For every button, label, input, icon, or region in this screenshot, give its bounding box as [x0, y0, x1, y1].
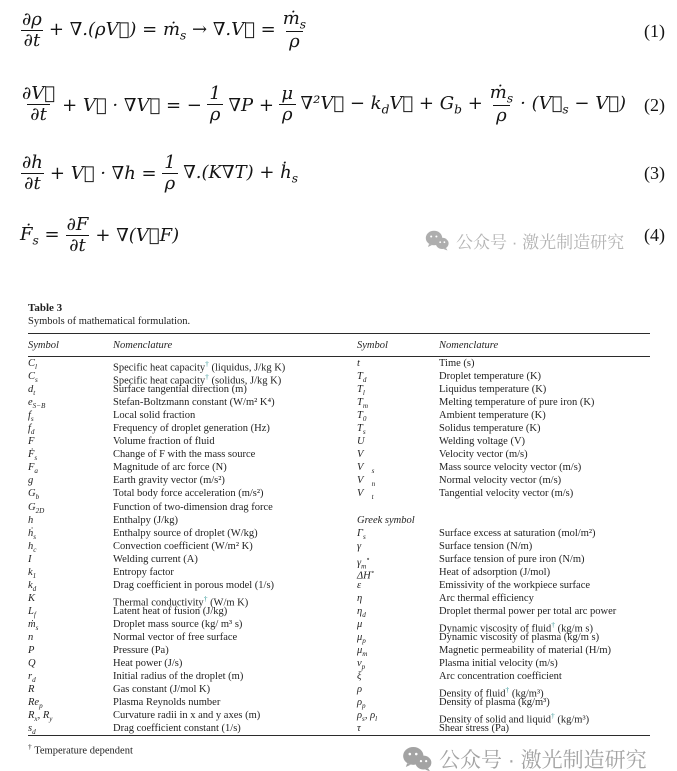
- table-row: [28, 683, 650, 700]
- fraction-denominator: ρ: [286, 31, 303, 52]
- symbol-cell: ρ: [357, 684, 363, 696]
- fraction-denominator: ∂t: [21, 30, 44, 51]
- symbol-cell: μ: [357, 618, 363, 630]
- table-row: [28, 501, 650, 514]
- fraction-numerator: 1: [164, 152, 176, 173]
- symbol-cell: $f_d$: [28, 423, 35, 437]
- nomenclature-cell: Tangential velocity vector (m/s): [439, 488, 574, 500]
- nomenclature-cell: Droplet temperature (K): [439, 371, 542, 383]
- nomenclature-cell: Normal velocity vector (m/s): [439, 475, 562, 487]
- symbol-cell: ε: [357, 579, 362, 591]
- nomenclature-cell: Droplet thermal power per total arc power: [439, 605, 617, 617]
- equation-number: (4): [644, 225, 665, 246]
- equation-2: [20, 84, 665, 126]
- fraction-numerator: 1: [209, 83, 221, 105]
- nomenclature-cell: Shear stress (Pa): [439, 723, 509, 735]
- nomenclature-cell: Local solid fraction: [113, 410, 196, 422]
- symbol-cell: $\eta_d$: [357, 605, 366, 619]
- equation-body: + ∇(V⃗F): [95, 225, 180, 247]
- nomenclature-cell: Convection coefficient (W/m² K): [113, 540, 253, 552]
- fraction: [20, 154, 45, 194]
- symbol-cell: $F_a$: [28, 462, 38, 476]
- table-row: [28, 605, 650, 618]
- table-row: [28, 422, 650, 435]
- fraction: [20, 11, 44, 51]
- nomenclature-cell: Curvature radii in x and y axes (m): [113, 710, 261, 722]
- symbol-cell: Greek symbol: [357, 514, 415, 526]
- symbol-cell: $k_1$: [28, 566, 37, 580]
- symbol-cell: γ: [357, 540, 362, 552]
- nomenclature-cell: Heat of adsorption (J/mol): [439, 566, 551, 578]
- symbol-cell: ξ: [357, 671, 362, 683]
- equation-body: + V⃗ · ∇V⃗ = −: [62, 94, 202, 116]
- table-header-row: [28, 334, 650, 356]
- nomenclature-cell: Frequency of droplet generation (Hz): [113, 423, 270, 435]
- symbol-cell: $\gamma_m^\circ$: [357, 554, 370, 571]
- equation-body: Ḟ$_s$ =: [20, 224, 60, 248]
- symbol-cell: $f_s$: [28, 410, 34, 424]
- symbol-cell: U: [357, 436, 365, 448]
- symbol-cell: $T_s$: [357, 423, 366, 437]
- table-row: [28, 670, 650, 683]
- equation-1: [20, 10, 665, 52]
- table-row: [28, 709, 650, 726]
- nomenclature-cell: Drag coefficient constant (1/s): [113, 723, 241, 735]
- footnote-text: Temperature dependent: [34, 745, 133, 757]
- nomenclature-cell: Droplet mass source (kg/ m³ s): [113, 618, 243, 630]
- nomenclature-cell: Pressure (Pa): [113, 645, 169, 657]
- symbol-cell: R: [28, 684, 35, 696]
- symbol-cell: ḣ$_s$: [28, 527, 37, 541]
- nomenclature-cell: Earth gravity vector (m/s²): [113, 475, 225, 487]
- nomenclature-cell: Time (s): [439, 358, 475, 369]
- table-caption: Symbols of mathematical formulation.: [28, 316, 191, 327]
- nomenclature-cell: Surface excess at saturation (mol/m²): [439, 527, 596, 539]
- table-row: [28, 696, 650, 709]
- table-row: [28, 527, 650, 540]
- nomenclature-cell: Welding current (A): [113, 553, 198, 565]
- equation-body: ∇²V⃗ − $k_dV⃗ + G_b$ +: [300, 93, 483, 117]
- nomenclature-cell: Stefan-Boltzmann constant (W/m² K⁴): [113, 397, 275, 409]
- nomenclature-cell: Normal vector of free surface: [113, 631, 238, 643]
- table-row: [28, 370, 650, 387]
- table-row: [28, 448, 650, 461]
- symbol-cell: $V⃗_t$: [357, 488, 374, 502]
- table-row: [28, 474, 650, 487]
- symbol-cell: Ḟ$_s$: [28, 449, 38, 463]
- fraction: [279, 85, 296, 125]
- symbol-cell: Q: [28, 658, 36, 670]
- table-row: [28, 579, 650, 592]
- equation-4: [20, 216, 665, 256]
- fraction: [20, 85, 57, 125]
- nomenclature-cell: Surface tension (N/m): [439, 540, 533, 552]
- nomenclature-cell: Surface tangential direction (m): [113, 384, 247, 396]
- equation-number: (3): [644, 163, 665, 184]
- fraction-denominator: ∂t: [66, 235, 89, 256]
- symbol-cell: I: [28, 553, 32, 565]
- equation-body: · ($V⃗_s$ − V⃗): [520, 93, 627, 117]
- symbol-cell: $\mu_p$: [357, 631, 366, 646]
- fraction-denominator: ρ: [162, 173, 179, 194]
- table-row: [28, 514, 650, 527]
- symbol-cell: $s_d$: [28, 723, 36, 737]
- symbol-cell: η: [357, 592, 363, 604]
- fraction-numerator: ∂F: [66, 214, 89, 235]
- nomenclature-cell: Density of solid and liquid† (kg/m³): [439, 711, 590, 726]
- table-body: [28, 357, 650, 735]
- nomenclature-cell: Magnetic permeability of material (H/m): [439, 645, 612, 657]
- column-header-symbol-1: Symbol: [28, 340, 59, 351]
- fraction-denominator: ρ: [493, 105, 510, 126]
- table-row: [28, 644, 650, 657]
- nomenclature-cell: Ambient temperature (K): [439, 410, 546, 422]
- fraction-numerator: ∂ρ: [22, 9, 42, 31]
- nomenclature-cell: Function of two-dimension drag force: [113, 501, 273, 513]
- nomenclature-cell: Heat power (J/s): [113, 658, 183, 670]
- table-row: [28, 487, 650, 500]
- nomenclature-cell: Density of plasma (kg/m³): [439, 697, 550, 709]
- table-row: [28, 396, 650, 409]
- table-row: [28, 540, 650, 553]
- symbol-cell: $V⃗_n$: [357, 475, 376, 489]
- nomenclature-cell: Welding voltage (V): [439, 436, 526, 448]
- watermark-text: 公众号 · 激光制造研究: [439, 749, 647, 771]
- table-row: [28, 461, 650, 474]
- table-row: [28, 657, 650, 670]
- nomenclature-cell: Liquidus temperature (K): [439, 384, 547, 396]
- symbol-cell: $r_d$: [28, 671, 36, 685]
- nomenclature-cell: Emissivity of the workpiece surface: [439, 579, 591, 591]
- symbol-cell: $T_0$: [357, 410, 367, 424]
- table-row: [28, 553, 650, 571]
- fraction: [207, 85, 224, 125]
- fraction-denominator: ρ: [207, 104, 224, 125]
- nomenclature-cell: Solidus temperature (K): [439, 423, 541, 435]
- symbol-cell: $\rho_s$, $\rho_l$: [357, 710, 378, 724]
- equation-number: (2): [644, 94, 665, 115]
- table-3: [28, 302, 650, 758]
- nomenclature-cell: Dynamic viscosity of fluid† (kg/m s): [439, 619, 593, 635]
- footnote-marker: †: [28, 742, 32, 752]
- symbol-cell: $L_f$: [28, 605, 36, 619]
- nomenclature-cell: Enthalpy source of droplet (W/kg): [113, 527, 258, 539]
- symbol-cell: F: [28, 436, 35, 448]
- symbol-cell: $d_t$: [28, 384, 36, 398]
- equation-body: + ∇.(ρV⃗) = ṁ$_s$ → ∇.V⃗ =: [48, 19, 276, 43]
- symbol-cell: $C_l$: [28, 358, 37, 372]
- symbol-cell: g⃗: [28, 475, 42, 487]
- table-row: [28, 592, 650, 609]
- fraction-numerator: μ: [281, 83, 294, 105]
- table-row: [28, 435, 650, 448]
- nomenclature-cell: Magnitude of arc force (N): [113, 462, 227, 474]
- nomenclature-cell: Change of F with the mass source: [113, 449, 256, 461]
- symbol-cell: $T_l$: [357, 384, 365, 398]
- nomenclature-cell: Dynamic viscosity of plasma (kg/m s): [439, 631, 600, 643]
- symbol-cell: t: [357, 358, 360, 369]
- symbol-cell: $T_d$: [357, 371, 367, 385]
- equation-body: ∇.(K∇T) + ḣ$_s$: [183, 162, 298, 186]
- symbol-cell: $Re_p$: [28, 697, 43, 711]
- column-header-nomenclature-2: Nomenclature: [439, 340, 499, 351]
- nomenclature-cell: Gas constant (J/mol K): [113, 684, 211, 696]
- nomenclature-cell: Velocity vector (m/s): [439, 449, 528, 461]
- symbol-cell: $V⃗_s$: [357, 462, 375, 476]
- symbol-cell: h: [28, 514, 34, 526]
- table-row: [28, 631, 650, 644]
- symbol-cell: $T_m$: [357, 397, 368, 411]
- fraction: [65, 216, 91, 256]
- symbol-cell: τ: [357, 723, 361, 735]
- symbol-cell: K: [28, 592, 36, 604]
- symbol-cell: P: [28, 645, 35, 657]
- table-row: [28, 409, 650, 422]
- table-row: [28, 383, 650, 396]
- fraction: [488, 84, 515, 126]
- symbol-cell: $h_c$: [28, 540, 37, 554]
- symbol-cell: $k_d$: [28, 579, 37, 593]
- equation-body: ∇P +: [228, 94, 274, 116]
- nomenclature-cell: Plasma initial velocity (m/s): [439, 658, 558, 670]
- nomenclature-cell: Mass source velocity vector (m/s): [439, 462, 582, 474]
- equation-3: [20, 154, 665, 194]
- symbol-cell: $\rho_p$: [357, 697, 366, 711]
- fraction-numerator: ∂V⃗: [22, 83, 56, 105]
- symbol-cell: $G_b$: [28, 488, 40, 502]
- nomenclature-cell: Arc concentration coefficient: [439, 671, 562, 683]
- table-row: [28, 618, 650, 635]
- nomenclature-cell: Density of fluid† (kg/m³): [439, 685, 544, 700]
- fraction-denominator: ρ: [279, 104, 296, 125]
- nomenclature-cell: Enthalpy (J/kg): [113, 514, 179, 526]
- nomenclature-cell: Specific heat capacity† (liquidus, J/kg K): [113, 359, 286, 374]
- nomenclature-cell: Arc thermal efficiency: [439, 592, 534, 604]
- equation-number: (1): [644, 20, 665, 41]
- fraction: [281, 10, 308, 52]
- nomenclature-cell: Melting temperature of pure iron (K): [439, 397, 595, 409]
- symbol-cell: $C_s$: [28, 371, 38, 385]
- symbol-cell: V⃗: [357, 449, 372, 461]
- fraction-numerator: ṁ$_s$: [282, 8, 307, 32]
- symbol-cell: $e_{S-B}$: [28, 397, 46, 411]
- symbol-cell: $\nu_p$: [357, 658, 366, 672]
- fraction-denominator: ∂t: [27, 104, 50, 125]
- nomenclature-cell: Entropy factor: [113, 566, 174, 578]
- nomenclature-cell: Total body force acceleration (m/s²): [113, 488, 264, 500]
- fraction-numerator: ∂h: [22, 152, 43, 173]
- nomenclature-cell: Thermal conductivity† (W/m K): [113, 593, 249, 609]
- nomenclature-cell: Initial radius of the droplet (m): [113, 671, 244, 683]
- equation-body: + V⃗ · ∇h =: [49, 163, 157, 185]
- nomenclature-cell: Specific heat capacity† (solidus, J/kg K): [113, 372, 282, 387]
- nomenclature-cell: Surface tension of pure iron (N/m): [439, 553, 585, 565]
- table-footnote: [28, 740, 650, 758]
- column-header-symbol-2: Symbol: [357, 340, 388, 351]
- nomenclature-cell: Drag coefficient in porous model (1/s): [113, 579, 275, 591]
- symbol-cell: $\mu_m$: [357, 645, 368, 659]
- nomenclature-cell: Latent heat of fusion (J/kg): [113, 605, 228, 617]
- table-title: Table 3: [28, 302, 63, 314]
- table-row: [28, 357, 650, 374]
- symbol-cell: $R_x$, $R_y$: [28, 710, 53, 724]
- fraction: [162, 154, 179, 194]
- fraction-numerator: ṁ$_s$: [489, 82, 514, 106]
- column-header-nomenclature-1: Nomenclature: [113, 340, 173, 351]
- symbol-cell: ΔH∘: [357, 567, 375, 582]
- nomenclature-cell: Volume fraction of fluid: [113, 436, 215, 448]
- symbol-cell: n⃗: [28, 631, 42, 643]
- table-row: [28, 566, 650, 582]
- watermark-text: 公众号 · 激光制造研究: [456, 233, 625, 252]
- symbol-cell: $G_{2D}$: [28, 501, 45, 515]
- nomenclature-cell: [439, 514, 650, 527]
- nomenclature-cell: Plasma Reynolds number: [113, 697, 221, 709]
- symbol-cell: ṁ$_s$: [28, 618, 39, 633]
- symbol-cell: $\Gamma_s$: [357, 527, 366, 541]
- fraction-denominator: ∂t: [21, 173, 44, 194]
- table-row: [28, 722, 650, 735]
